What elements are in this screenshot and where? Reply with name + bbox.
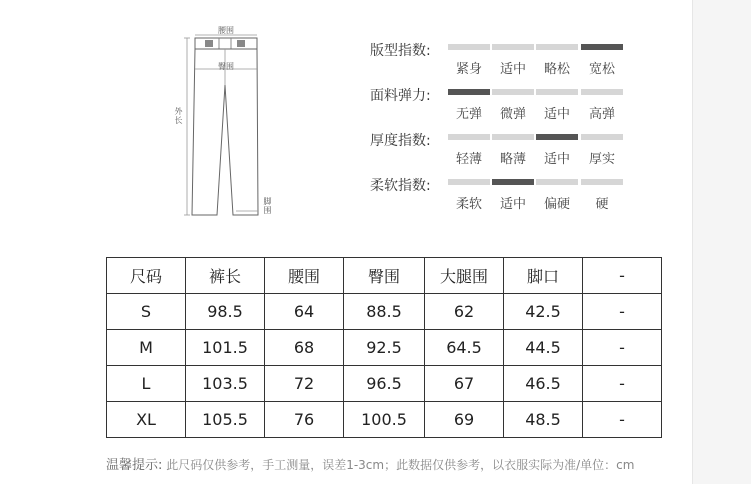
table-cell: 64 bbox=[265, 294, 344, 330]
waist-label: 腰围 bbox=[218, 26, 234, 35]
table-cell: 92.5 bbox=[344, 330, 425, 366]
header-cell: 脚口 bbox=[504, 258, 583, 294]
stretch-option-3: 适中 bbox=[543, 107, 570, 122]
table-cell: 100.5 bbox=[344, 402, 425, 438]
thickness-option-4: 厚实 bbox=[588, 152, 615, 167]
hip-label: 臀围 bbox=[218, 62, 234, 71]
header-cell: 大腿围 bbox=[425, 258, 504, 294]
table-row bbox=[107, 330, 662, 366]
table-cell: 103.5 bbox=[186, 366, 265, 402]
table-cell: 62 bbox=[425, 294, 504, 330]
stretch-seg-2 bbox=[492, 89, 534, 95]
pants-outline-icon bbox=[165, 25, 280, 225]
thickness-seg-3 bbox=[536, 134, 578, 140]
table-cell: 68 bbox=[265, 330, 344, 366]
table-cell: M bbox=[107, 330, 186, 366]
thickness-option-2: 略薄 bbox=[499, 152, 526, 167]
table-cell: 72 bbox=[265, 366, 344, 402]
fit-option-2: 适中 bbox=[499, 62, 526, 77]
hem-label: 脚围 bbox=[263, 197, 272, 215]
softness-seg-1 bbox=[448, 179, 490, 185]
length-label: 外长 bbox=[174, 107, 183, 125]
table-cell: 46.5 bbox=[504, 366, 583, 402]
thickness-seg-2 bbox=[492, 134, 534, 140]
table-cell: 96.5 bbox=[344, 366, 425, 402]
table-cell: 101.5 bbox=[186, 330, 265, 366]
thickness-option-1: 轻薄 bbox=[455, 152, 482, 167]
page-edge bbox=[692, 0, 693, 484]
table-header-row bbox=[107, 258, 662, 294]
table-cell: - bbox=[583, 366, 662, 402]
fit-seg-1 bbox=[448, 44, 490, 50]
thickness-option-3: 适中 bbox=[543, 152, 570, 167]
header-cell: 尺码 bbox=[107, 258, 186, 294]
header-cell: - bbox=[583, 258, 662, 294]
table-cell: - bbox=[583, 330, 662, 366]
size-tip bbox=[106, 454, 634, 473]
table-row bbox=[107, 402, 662, 438]
header-cell: 裤长 bbox=[186, 258, 265, 294]
header-cell: 腰围 bbox=[265, 258, 344, 294]
fit-option-1: 紧身 bbox=[455, 62, 482, 77]
table-cell: 98.5 bbox=[186, 294, 265, 330]
softness-seg-2 bbox=[492, 179, 534, 185]
table-cell: 48.5 bbox=[504, 402, 583, 438]
softness-option-1: 柔软 bbox=[455, 197, 482, 212]
table-cell: 42.5 bbox=[504, 294, 583, 330]
fit-seg-3 bbox=[536, 44, 578, 50]
fit-seg-4 bbox=[581, 44, 623, 50]
thickness-seg-4 bbox=[581, 134, 623, 140]
stretch-option-1: 无弹 bbox=[455, 107, 482, 122]
table-cell: - bbox=[583, 294, 662, 330]
table-cell: 105.5 bbox=[186, 402, 265, 438]
thickness-index-title: 厚度指数: bbox=[370, 133, 431, 149]
tip-text: 此尺码仅供参考，手工测量，误差1-3cm；此数据仅供参考，以衣服实际为准/单位：cm bbox=[162, 458, 635, 472]
softness-seg-3 bbox=[536, 179, 578, 185]
table-cell: 64.5 bbox=[425, 330, 504, 366]
stretch-seg-3 bbox=[536, 89, 578, 95]
tip-label: 温馨提示: bbox=[106, 458, 163, 473]
fit-option-4: 宽松 bbox=[588, 62, 615, 77]
fit-option-3: 略松 bbox=[543, 62, 570, 77]
stretch-seg-1 bbox=[448, 89, 490, 95]
header-cell: 臀围 bbox=[344, 258, 425, 294]
stretch-seg-4 bbox=[581, 89, 623, 95]
softness-option-3: 偏硬 bbox=[543, 197, 570, 212]
table-row bbox=[107, 366, 662, 402]
table-cell: 76 bbox=[265, 402, 344, 438]
table-row bbox=[107, 294, 662, 330]
table-cell: 67 bbox=[425, 366, 504, 402]
table-cell: 44.5 bbox=[504, 330, 583, 366]
fit-seg-2 bbox=[492, 44, 534, 50]
pants-diagram bbox=[165, 25, 280, 225]
table-cell: XL bbox=[107, 402, 186, 438]
table-cell: 88.5 bbox=[344, 294, 425, 330]
stretch-index-title: 面料弹力: bbox=[370, 88, 431, 104]
thickness-seg-1 bbox=[448, 134, 490, 140]
size-table bbox=[106, 257, 662, 438]
fit-index-title: 版型指数: bbox=[370, 43, 431, 59]
softness-option-4: 硬 bbox=[595, 197, 609, 212]
table-cell: 69 bbox=[425, 402, 504, 438]
table-cell: - bbox=[583, 402, 662, 438]
table-cell: S bbox=[107, 294, 186, 330]
table-cell: L bbox=[107, 366, 186, 402]
softness-index-title: 柔软指数: bbox=[370, 178, 431, 194]
softness-option-2: 适中 bbox=[499, 197, 526, 212]
softness-seg-4 bbox=[581, 179, 623, 185]
stretch-option-4: 高弹 bbox=[588, 107, 615, 122]
stretch-option-2: 微弹 bbox=[499, 107, 526, 122]
